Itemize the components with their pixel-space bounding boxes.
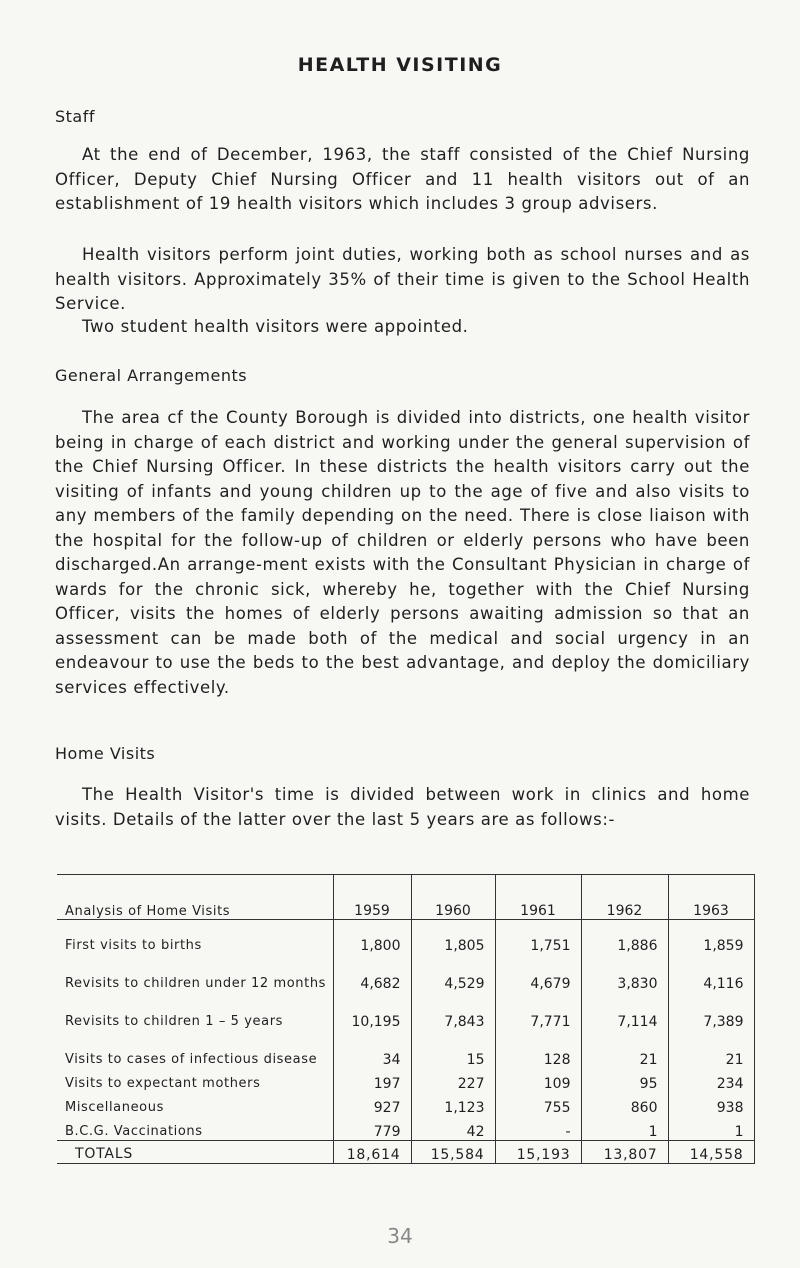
totals-label: TOTALS bbox=[57, 1141, 333, 1164]
total-value: 15,584 bbox=[411, 1141, 495, 1164]
cell-value: 21 bbox=[581, 1030, 668, 1068]
cell-value: 42 bbox=[411, 1116, 495, 1141]
table-row bbox=[57, 1030, 754, 1068]
cell-value: 7,771 bbox=[495, 992, 581, 1030]
total-value: 13,807 bbox=[581, 1141, 668, 1164]
cell-value: 7,389 bbox=[668, 992, 754, 1030]
table-header-label: Analysis of Home Visits bbox=[57, 875, 333, 920]
table-header-year: 1959 bbox=[333, 875, 411, 920]
cell-value: 7,843 bbox=[411, 992, 495, 1030]
cell-value: 860 bbox=[581, 1092, 668, 1116]
row-label: Revisits to children 1 – 5 years bbox=[65, 1014, 284, 1029]
table-row bbox=[57, 1092, 754, 1116]
cell-value: 234 bbox=[668, 1068, 754, 1092]
home-visits-table bbox=[57, 874, 755, 1164]
cell-value: - bbox=[495, 1116, 581, 1141]
home-visits-paragraph: The Health Visitor's time is divided between work in clinics and home visits. Details of the latter over the last 5 years are as follows:- bbox=[55, 785, 750, 829]
table-row bbox=[57, 992, 754, 1030]
cell-value: 1,886 bbox=[581, 920, 668, 955]
row-label: First visits to births bbox=[65, 938, 202, 953]
page-title: HEALTH VISITING bbox=[297, 54, 503, 76]
table-header-year: 1962 bbox=[581, 875, 668, 920]
table-row bbox=[57, 1068, 754, 1092]
table-row bbox=[57, 1116, 754, 1141]
row-label: Miscellaneous bbox=[65, 1100, 164, 1115]
row-label: Visits to cases of infectious disease bbox=[65, 1052, 318, 1067]
total-value: 15,193 bbox=[495, 1141, 581, 1164]
cell-value: 21 bbox=[668, 1030, 754, 1068]
table-header-year: 1961 bbox=[495, 875, 581, 920]
cell-value: 1 bbox=[668, 1116, 754, 1141]
row-label: B.C.G. Vaccinations bbox=[65, 1124, 203, 1139]
cell-value: 34 bbox=[333, 1030, 411, 1068]
table-header-row bbox=[57, 875, 754, 920]
table-row bbox=[57, 954, 754, 992]
cell-value: 3,830 bbox=[581, 954, 668, 992]
table-header-year: 1960 bbox=[411, 875, 495, 920]
cell-value: 1,800 bbox=[333, 920, 411, 955]
cell-value: 1,859 bbox=[668, 920, 754, 955]
cell-value: 15 bbox=[411, 1030, 495, 1068]
staff-paragraph-1: At the end of December, 1963, the staff consisted of the Chief Nursing Officer, Deputy Chief Nursing Officer and 11 health visitors out of an establishment of 19 health visitors which includes 3 group advisers. bbox=[55, 145, 750, 213]
cell-value: 7,114 bbox=[581, 992, 668, 1030]
cell-value: 927 bbox=[333, 1092, 411, 1116]
cell-value: 1 bbox=[581, 1116, 668, 1141]
totals-row bbox=[57, 1141, 754, 1164]
cell-value: 779 bbox=[333, 1116, 411, 1141]
cell-value: 4,529 bbox=[411, 954, 495, 992]
cell-value: 128 bbox=[495, 1030, 581, 1068]
cell-value: 4,679 bbox=[495, 954, 581, 992]
cell-value: 1,123 bbox=[411, 1092, 495, 1116]
cell-value: 938 bbox=[668, 1092, 754, 1116]
cell-value: 1,805 bbox=[411, 920, 495, 955]
table-row bbox=[57, 920, 754, 955]
cell-value: 95 bbox=[581, 1068, 668, 1092]
row-label: Visits to expectant mothers bbox=[65, 1076, 261, 1091]
cell-value: 1,751 bbox=[495, 920, 581, 955]
cell-value: 227 bbox=[411, 1068, 495, 1092]
general-arrangements-paragraph: The area cf the County Borough is divided into districts, one health visitor being in charge of each district and working under the general supervision of the Chief Nursing Officer. In these districts the health visitors carry out the visiting of infants and young children up to the age of five and also visits to any members of the family depending on the need. There is close liaison with the hospital for the follow-up of children or elderly persons who have been discharged.An arrange-ment exists with the Consultant Physician in charge of wards for the chronic sick, whereby he, together with the Chief Nursing Officer, visits the homes of elderly persons awaiting admission so that an assessment can be made both of the medical and social urgency in an endeavour to use the beds to the best advantage, and deploy the domiciliary services effectively. bbox=[55, 408, 750, 697]
staff-paragraph-2: Health visitors perform joint duties, working both as school nurses and as health visitors. Approximately 35% of their time is given to the School Health Service. bbox=[55, 245, 750, 313]
general-arrangements-heading: General Arrangements bbox=[55, 366, 248, 385]
cell-value: 109 bbox=[495, 1068, 581, 1092]
cell-value: 197 bbox=[333, 1068, 411, 1092]
cell-value: 4,682 bbox=[333, 954, 411, 992]
home-visits-heading: Home Visits bbox=[55, 744, 156, 763]
cell-value: 755 bbox=[495, 1092, 581, 1116]
row-label: Revisits to children under 12 months bbox=[65, 976, 327, 991]
cell-value: 4,116 bbox=[668, 954, 754, 992]
page-number: 34 bbox=[387, 1224, 413, 1248]
cell-value: 10,195 bbox=[333, 992, 411, 1030]
table-header-year: 1963 bbox=[668, 875, 754, 920]
total-value: 14,558 bbox=[668, 1141, 754, 1164]
staff-paragraph-3: Two student health visitors were appointed. bbox=[82, 317, 469, 336]
total-value: 18,614 bbox=[333, 1141, 411, 1164]
staff-heading: Staff bbox=[55, 107, 95, 126]
